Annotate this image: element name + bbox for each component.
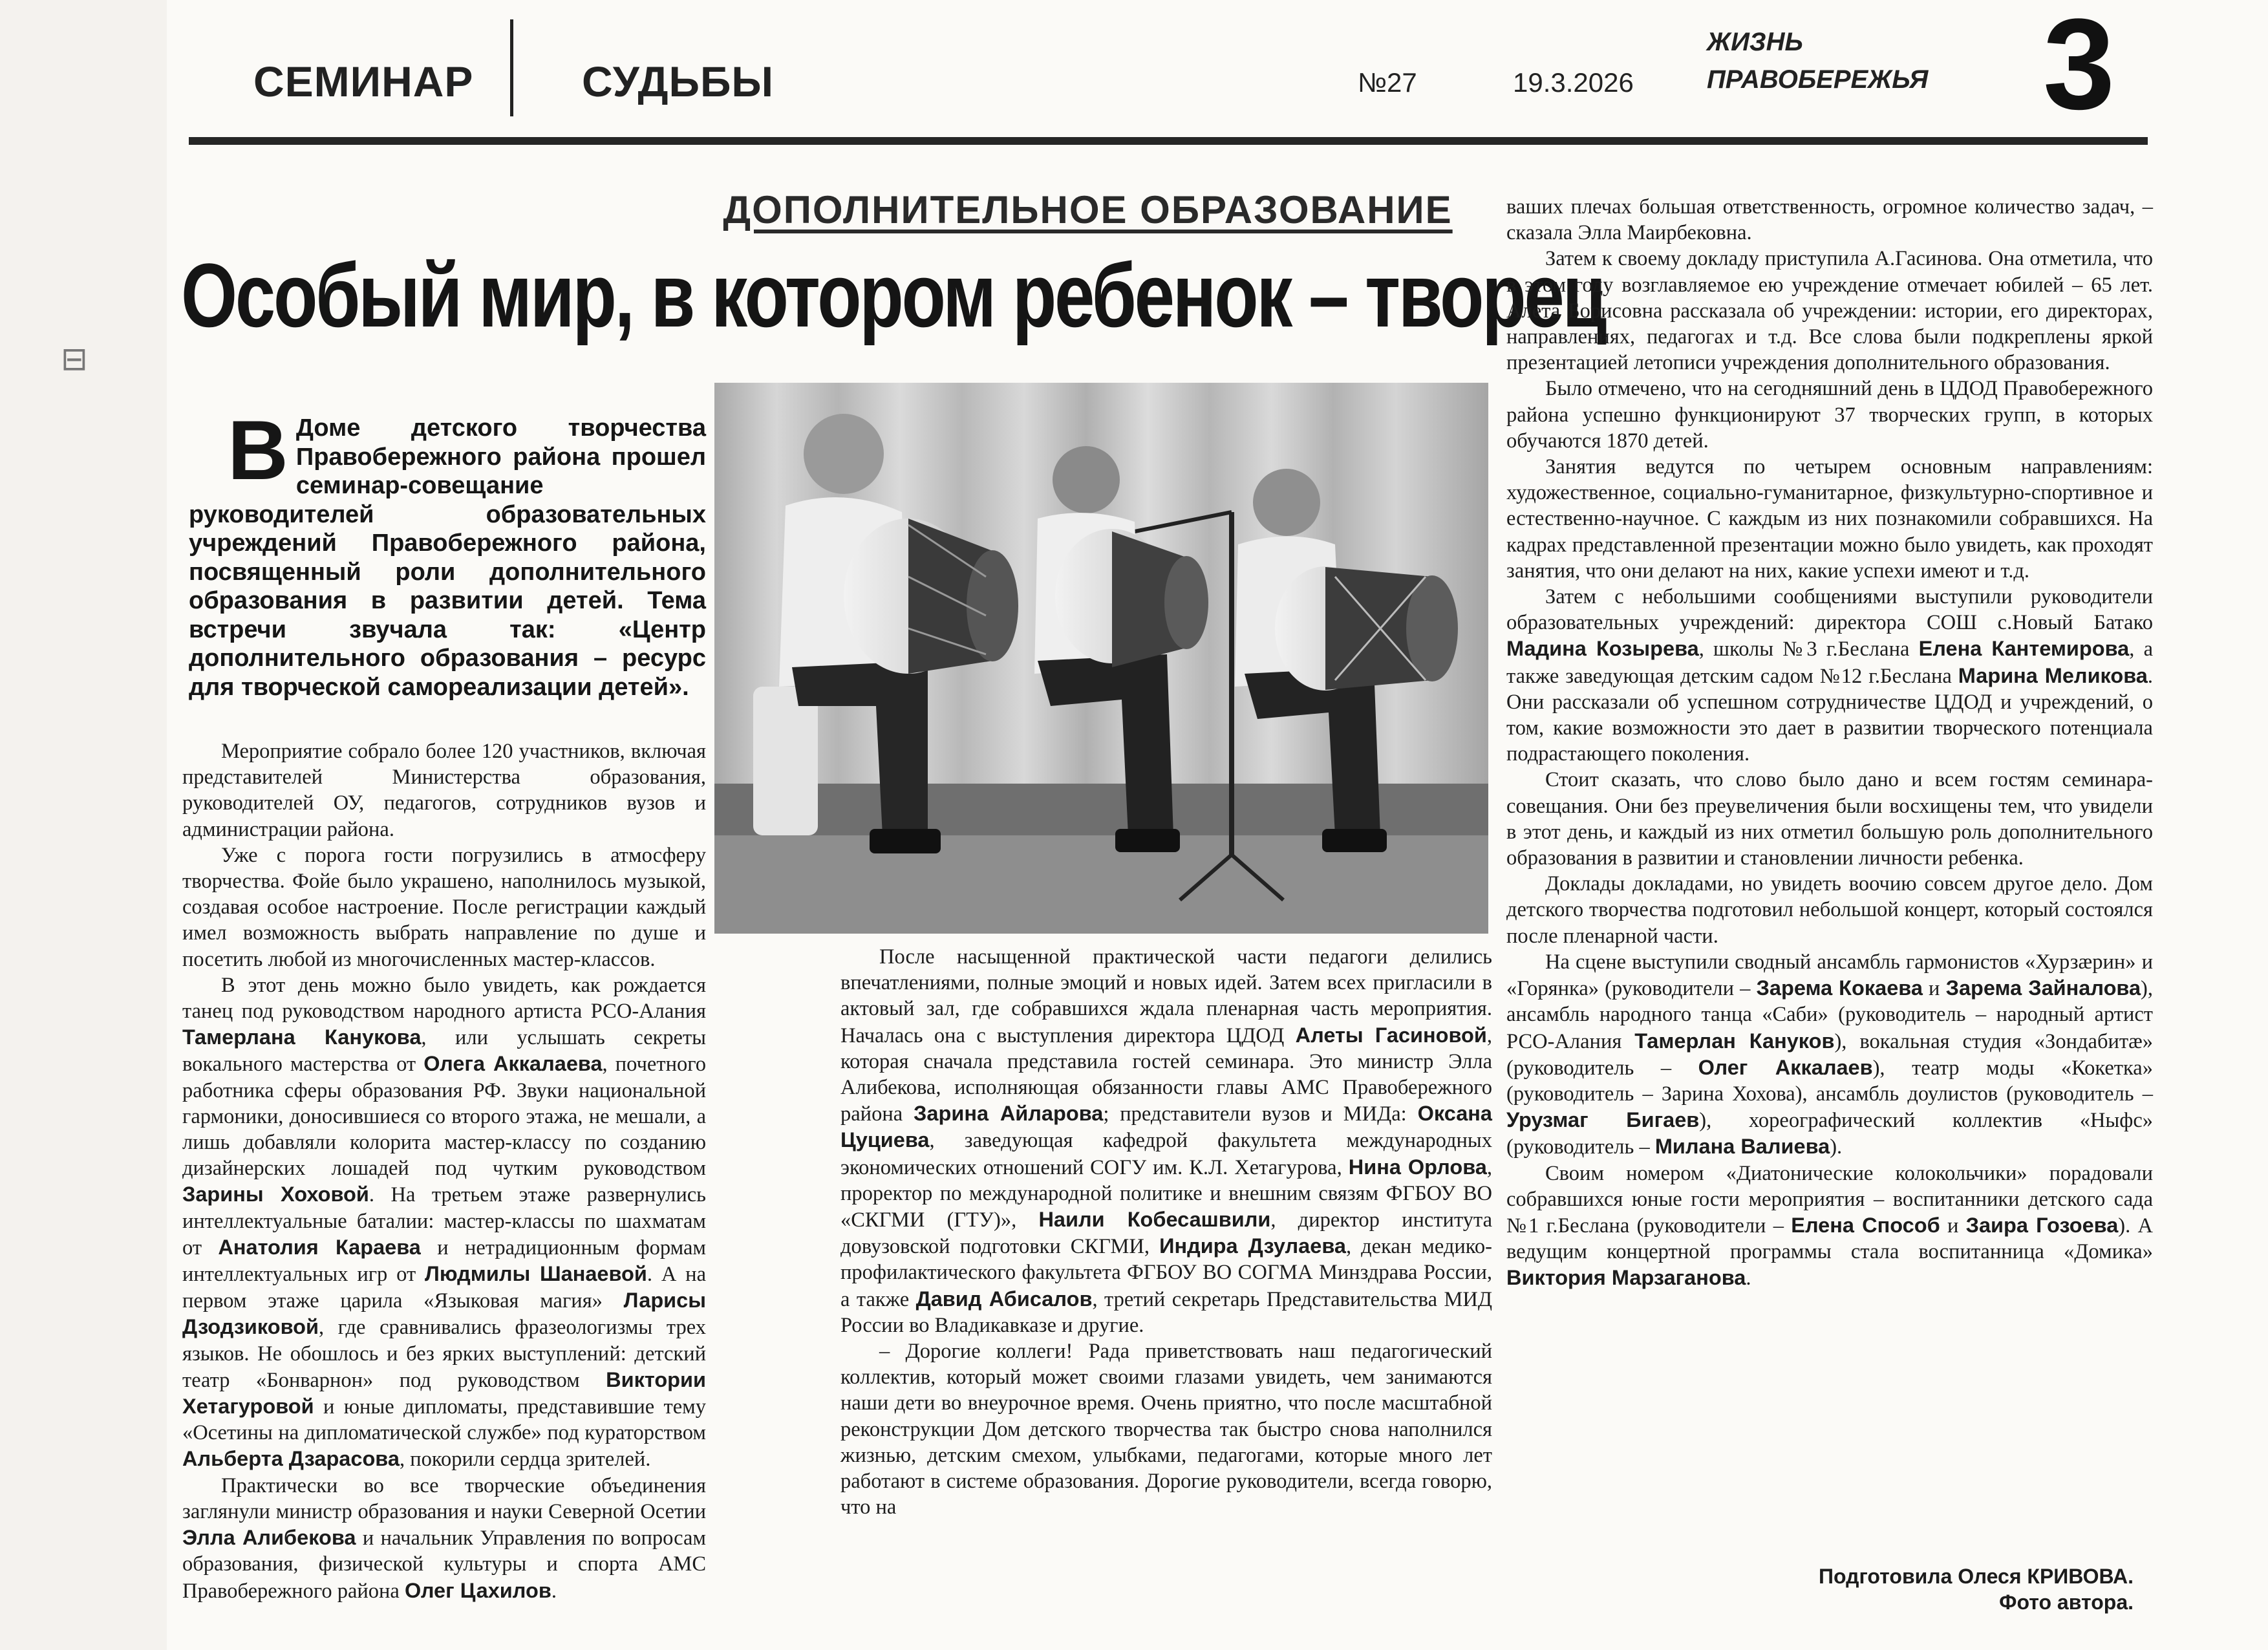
article-headline: Особый мир, в котором ребенок – творец bbox=[181, 244, 1605, 346]
issue-date: 19.3.2026 bbox=[1513, 67, 1634, 98]
rubric-seminar: СЕМИНАР bbox=[253, 58, 474, 105]
article-column-2 bbox=[840, 944, 1492, 1520]
page-number: 3 bbox=[2043, 0, 2115, 136]
person-name: Олега Аккалаева bbox=[423, 1052, 603, 1076]
person-name: Зарина Айларова bbox=[914, 1102, 1104, 1126]
paragraph: Стоит сказать, что слово было дано и всем гостям семинара-совещания. Они без преувеличения были восхищены тем, что увидели в этот день, и каждый из них отметил большую роль дополнительного образования в развитии и становлении личности ребенка. bbox=[1506, 768, 2153, 870]
rubric-fate: СУДЬБЫ bbox=[582, 58, 775, 105]
person-name: Тамерлана Канукова bbox=[182, 1025, 422, 1049]
article-lead bbox=[189, 403, 706, 702]
person-name: Урузмаг Бигаев bbox=[1506, 1108, 1700, 1132]
person-name: Давид Абисалов bbox=[915, 1287, 1093, 1311]
person-name: Мадина Козырева bbox=[1506, 637, 1699, 661]
article-column-1 bbox=[182, 738, 706, 1604]
person-name: Виктории Хетагуровой bbox=[182, 1367, 706, 1419]
binding-mark-icon: ⊟ bbox=[61, 340, 88, 378]
article-signoff bbox=[1616, 1563, 2134, 1615]
person-name: Алеты Гасиновой bbox=[1295, 1023, 1487, 1047]
person-name: Тамерлан Кануков bbox=[1634, 1029, 1835, 1053]
paragraph: После насыщенной практической части педагоги делились впечатлениями, полные эмоций и новых идей. Затем всех пригласили в актовый зал, где собравшихся ждала пленарная часть мероприятия. Началась она с выступления директора ЦДОД Алеты Гасиновой, которая сначала представила гостей семинара. Это министр Элла Алибекова, исполняющая обязанности главы АМС Правобережного района Зарина Айларова; представители вузов и МИДа: Оксана Цуциева, заведующая кафедрой факультета международных экономических отношений СОГУ им. К.Л. Хетагурова, Нина Орлова, проректор по международной политике и внешним связям ФГБОУ ВО «СКГМИ (ГТУ)», Наили Кобесашвили, директор института довузовской подготовки СКГМИ, Индира Дзулаева, декан медико-профилактического факультета ФГБОУ ВО СОГМА Минздрава России, а также Давид Абисалов, третий секретарь Представительства МИД России во Владикавказе и другие. bbox=[840, 945, 1492, 1337]
article-column-3 bbox=[1506, 194, 2153, 1292]
drop-cap: В bbox=[228, 403, 288, 497]
person-name: Нина Орлова bbox=[1348, 1155, 1487, 1179]
paragraph: Затем к своему докладу приступила А.Гасинова. Она отметила, что в этом году возглавляемое ею учреждение отмечает юбилей – 65 лет. Алета Борисовна рассказала об учреждении: истории, его директорах, направлениях, педагогах и т.д. Все слова были подкреплены яркой презентацией летописи учреждения дополнительного образования. bbox=[1506, 247, 2153, 375]
paragraph: Мероприятие собрало более 120 участников, включая представителей Министерства образования, руководителей ОУ, педагогов, сотрудников вузов и администрации района. bbox=[182, 740, 706, 841]
paragraph: Затем с небольшими сообщениями выступили руководители образовательных учреждений: директора СОШ с.Новый Батако Мадина Козырева, школы №3 г.Беслана Елена Кантемирова, а также заведующая детским садом №12 г.Беслана Марина Меликова. Они рассказали об успешном сотрудничестве ЦДОД и учреждений, о том, какие возможности это дает в развитии творческого потенциала подрастающего поколения. bbox=[1506, 585, 2153, 766]
paragraph: Было отмечено, что на сегодняшний день в ЦДОД Правобережного района успешно функционируют 37 творческих групп, в которых обучаются 1870 детей. bbox=[1506, 377, 2153, 453]
person-name: Анатолия Караева bbox=[218, 1235, 421, 1259]
masthead bbox=[1707, 23, 1965, 98]
author-credit: Подготовила Олеся КРИВОВА. bbox=[1819, 1565, 2134, 1588]
photo-credit: Фото автора. bbox=[1999, 1591, 2134, 1614]
paragraph: ваших плечах большая ответственность, огромное количество задач, – сказала Элла Маирбековна. bbox=[1506, 195, 2153, 245]
person-name: Елена Кантемирова bbox=[1918, 637, 2130, 661]
person-name: Олег Цахилов bbox=[404, 1578, 551, 1602]
masthead-line2: ПРАВОБЕРЕЖЬЯ bbox=[1707, 65, 1929, 94]
header-rule bbox=[189, 137, 2148, 145]
person-name: Элла Алибекова bbox=[182, 1526, 356, 1550]
masthead-line1: ЖИЗНЬ bbox=[1707, 28, 1803, 56]
lead-text: Доме детского творчества Правобережного района прошел семинар-совещание руководителей образовательных учреждений Правобережного района, посвященный роли дополнительного образования в развитии детей. Тема встречи звучала так: «Центр дополнительного образования – ресурс для творческой самореализации детей». bbox=[189, 414, 706, 701]
paragraph: Своим номером «Диатонические колокольчики» порадовали собравшихся юные гости мероприятия – воспитанники детского сада №1 г.Беслана (руководители – Елена Способ и Заира Гозоева). А ведущим концертной программы стала воспитанница «Домика» Виктория Марзаганова. bbox=[1506, 1161, 2153, 1291]
person-name: Елена Способ bbox=[1791, 1213, 1940, 1237]
person-name: Олег Аккалаев bbox=[1698, 1055, 1873, 1079]
paragraph: Практически во все творческие объединения заглянули министр образования и науки Северной Осетии Элла Алибекова и начальник Управления по вопросам образования, физической культуры и спорта АМС Правобережного района Олег Цахилов. bbox=[182, 1473, 706, 1603]
paragraph: В этот день можно было увидеть, как рождается танец под руководством народного артиста РСО-Алания Тамерлана Канукова, или услышать секреты вокального мастерства от Олега Аккалаева, почетного работника сферы образования РФ. Звуки национальной гармоники, доносившиеся со второго этажа, не мешали, а лишь добавляли колорита мастер-классу по созданию дизайнерских лошадей под чутким руководством Зарины Хоховой. На третьем этаже развернулись интеллектуальные баталии: мастер-классы по шахматам от Анатолия Караева и нетрадиционным формам интеллектуальных игр от Людмилы Шанаевой. А на первом этаже царила «Языковая магия» Ларисы Дзодзиковой, где сравнивались фразеологизмы трех языков. Не обошлось и без ярких выступлений: детский театр «Бонварнон» под руководством Виктории Хетагуровой и юные дипломаты, представившие тему «Осетины на дипломатической службе» под кураторством Альберта Дзарасова, покорили сердца зрителей. bbox=[182, 973, 706, 1472]
person-name: Зарема Зайналова bbox=[1945, 976, 2141, 1000]
person-name: Ларисы Дзодзиковой bbox=[182, 1289, 706, 1339]
paragraph: Занятия ведутся по четырем основным направлениям: художественное, социально-гуманитарное, физкультурно-спортивное и естественно-научное. С каждым из них познакомили собравшихся. На кадрах представленной презентации можно было увидеть, как проходят занятия, что они делают на них, какие успехи имеют и т.д. bbox=[1506, 455, 2153, 583]
paragraph: На сцене выступили сводный ансамбль гармонистов «Хурзæрин» и «Горянка» (руководители – Зарема Кокаева и Зарема Зайналова), ансамбль народного танца «Саби» (руководитель – народный артист РСО-Алания Тамерлан Кануков), вокальная студия «Зондабитæ» (руководитель – Олег Аккалаев), театр моды «Кокетка» (руководитель – Зарина Хохова), ансамбль доулистов (руководитель – Урузмаг Бигаев), хореографический коллектив «Ныфс» (руководитель – Милана Валиева). bbox=[1506, 950, 2154, 1159]
person-name: Марина Меликова bbox=[1958, 663, 2148, 687]
person-name: Индира Дзулаева bbox=[1159, 1234, 1346, 1258]
paragraph: – Дорогие коллеги! Рада приветствовать наш педагогический коллектив, который может своими глазами увидеть, чем занимаются наши дети во внеурочное время. Очень приятно, что после масштабной реконструкции Дом детского творчества так быстро снова наполнился жизнью, детским смехом, улыбками, педагогами, которые много лет работают в системе образования. Дорогие руководители, всегда говорю, что на bbox=[840, 1340, 1492, 1519]
rubric-divider bbox=[510, 19, 513, 116]
section-label: ДОПОЛНИТЕЛЬНОЕ ОБРАЗОВАНИЕ bbox=[723, 188, 1453, 231]
person-name: Людмилы Шанаевой bbox=[425, 1262, 647, 1286]
person-name: Альберта Дзарасова bbox=[182, 1447, 400, 1471]
person-name: Заира Гозоева bbox=[1965, 1213, 2119, 1237]
issue-number: №27 bbox=[1358, 67, 1417, 98]
person-name: Милана Валиева bbox=[1654, 1135, 1830, 1159]
paragraph: Доклады докладами, но увидеть воочию совсем другое дело. Дом детского творчества подготовил небольшой концерт, который состоялся после пленарной части. bbox=[1506, 872, 2153, 948]
person-name: Наили Кобесашвили bbox=[1038, 1208, 1271, 1232]
photo-drummers-illustration bbox=[714, 383, 1488, 934]
person-name: Зарема Кокаева bbox=[1756, 976, 1923, 1000]
paragraph: Уже с порога гости погрузились в атмосферу творчества. Фойе было украшено, наполнилось музыкой, создавая особое настроение. После регистрации каждый имел возможность выбрать направление по душе и посетить любой из многочисленных мастер-классов. bbox=[182, 843, 706, 971]
person-name: Виктория Марзаганова bbox=[1506, 1266, 1746, 1290]
person-name: Зарины Хоховой bbox=[182, 1183, 369, 1206]
article-photo bbox=[714, 383, 1488, 934]
person-name: Оксана Цуциева bbox=[840, 1102, 1492, 1152]
